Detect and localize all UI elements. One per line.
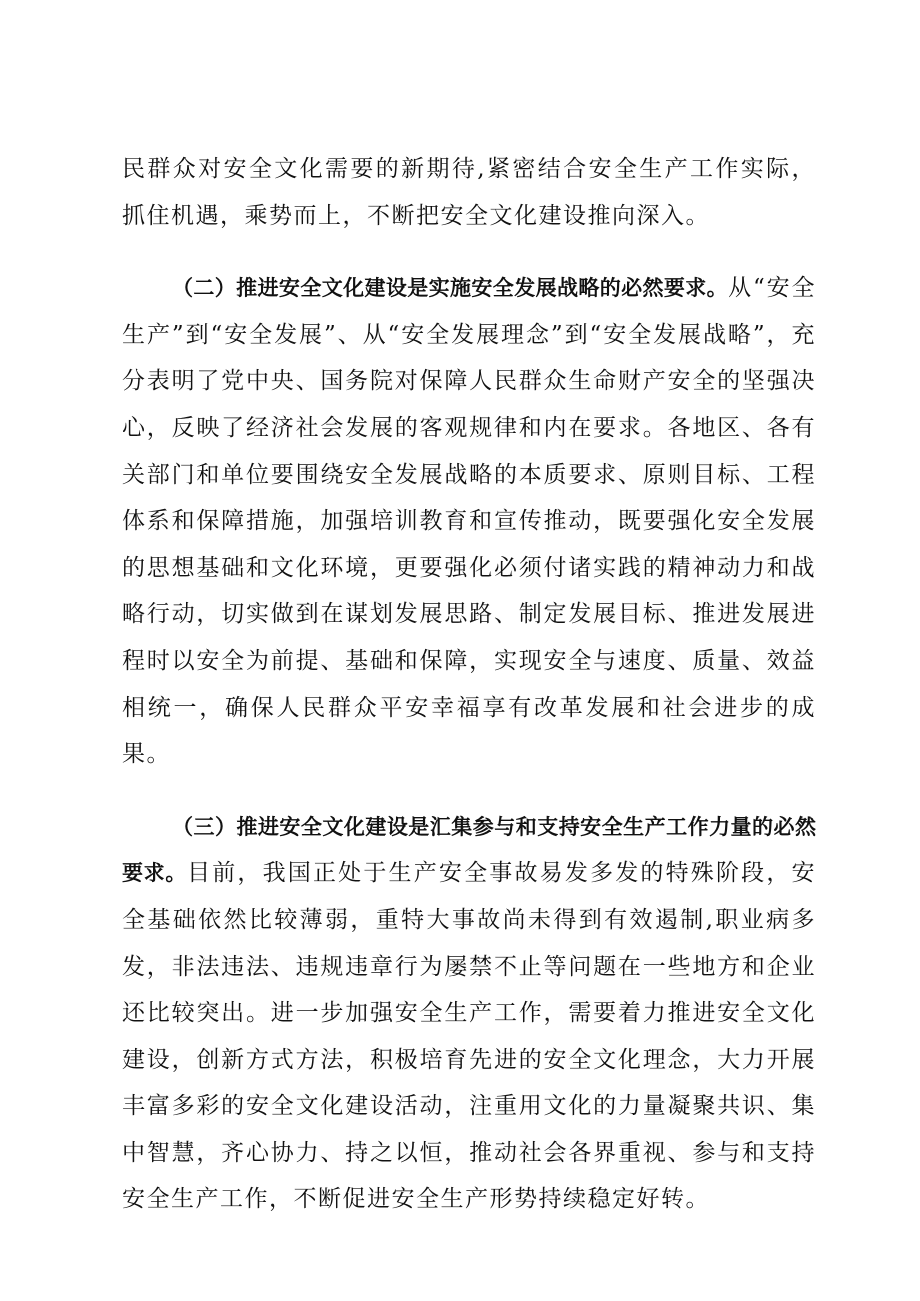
paragraph-continuation (122, 146, 816, 239)
paragraph-gap (122, 778, 816, 804)
section-2-heading: （二）推进安全文化建设是实施安全发展战略的必然要求。 (172, 276, 729, 301)
section-2-body: 从“安全生产”到“安全发展”、从“安全发展理念”到“安全发展战略”，充分表明了党中央、国务院对保障人民群众生命财产安全的坚强决心，反映了经济社会发展的客观规律和内在要求。各地区、各有关部门和单位要围绕安全发展战略的本质要求、原则目标、工程体系和保障措施，加强培训教育和宣传推动，既要强化安全发展的思想基础和文化环境，更要强化必须付诸实践的精神动力和战略行动，切实做到在谋划发展思路、制定发展目标、推进发展进程时以安全为前提、基础和保障，实现安全与速度、质量、效益相统一，确保人民群众平安幸福享有改革发展和社会进步的成果。 (122, 275, 816, 768)
paragraph-gap (122, 239, 816, 265)
paragraph-1-body: 民群众对安全文化需要的新期待,紧密结合安全生产工作实际，抓住机遇，乘势而上，不断把安全文化建设推向深入。 (122, 156, 816, 229)
section-3-heading: （三）推进安全文化建设是汇集参与和支持安全生产工作力量的必然要求。 (122, 814, 816, 886)
document-body (122, 146, 816, 1223)
paragraph-section-3 (122, 804, 816, 1223)
section-3-body: 目前，我国正处于生产安全事故易发多发的特殊阶段，安全基础依然比较薄弱，重特大事故尚未得到有效遏制,职业病多发，非法违法、违规违章行为屡禁不止等问题在一些地方和企业还比较突出。进一步加强安全生产工作，需要着力推进安全文化建设，创新方式方法，积极培育先进的安全文化理念，大力开展丰富多彩的安全文化建设活动，注重用文化的力量凝聚共识、集中智慧，齐心协力、持之以恒，推动社会各界重视、参与和支持安全生产工作，不断促进安全生产形势持续稳定好转。 (122, 860, 817, 1213)
paragraph-section-2 (122, 265, 816, 778)
